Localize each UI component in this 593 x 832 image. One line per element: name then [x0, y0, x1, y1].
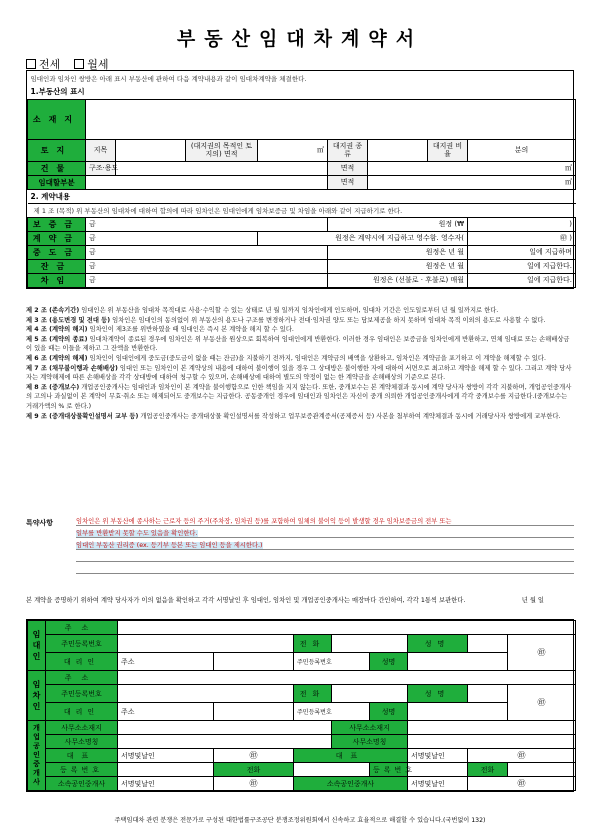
- payment-label-balance: 잔금: [28, 259, 86, 273]
- payment-field-deposit[interactable]: 금: [86, 217, 328, 231]
- payment-label-rent: 차임: [28, 273, 86, 287]
- payment-desc-balance: 원정은 년 월: [328, 259, 468, 273]
- landlord-side-label: 임대인: [28, 621, 46, 671]
- lease-area-field[interactable]: ㎡: [368, 175, 576, 189]
- broker-associate-label-2: 소속공인중개사: [294, 777, 408, 791]
- property-and-terms-table: [26, 70, 574, 289]
- contract-page: [26, 0, 574, 832]
- landlord-agent-address-field[interactable]: [214, 653, 294, 671]
- clause-9: 제 9 조 (중개대상물확인설명서 교부 등) 개업공인중개사는 중개대상물 확인설명서를 작성하고 업무보증관계증서(공제증서 등) 사본을 첨부하여 계약체결과 동시에 거래당사자 쌍방에게 교부한다.: [26, 412, 561, 420]
- structure-use-label: 구조·용도: [86, 161, 116, 175]
- land-area-label: (대지권의 목적인 토지의) 면적: [186, 139, 258, 161]
- payment-tail-downpayment: ㊞ ): [468, 231, 576, 245]
- clause-4: 제 4 조 (계약의 해지) 임차인이 제3조를 위반하였을 때 임대인은 즉시 본 계약을 해지 할 수 있다.: [26, 326, 294, 334]
- broker-office-name-label-2: 사무소명칭: [332, 735, 408, 749]
- clause-8: 제 8 조 (중개보수) 개업공인중개사는 임대인과 임차인이 본 계약을 불이행함으로 인한 책임을 지지 않는다. 또한, 중개보수는 본 계약체결과 동시에 계약 당사자 쌍방이 각각 지불하며, 개업공인중개사의 고의나 과실없이 본 계약이 무효·취소 또는 해제되어도 중개보수는 지급한다. 공동중개인 경우에 임대인과 임차인은 자신이 중개 의뢰한 개업공인중개사에게 각각 중개보수를 지급한다.(중개보수는 거래가액의 % 로 한다.): [26, 383, 572, 410]
- landlord-name-field[interactable]: [468, 635, 508, 653]
- broker-associate-seal-1: ㊞: [214, 777, 294, 791]
- landlord-phone-field[interactable]: [332, 635, 408, 653]
- tenant-agent-address[interactable]: 주소: [118, 703, 214, 721]
- broker-office-addr-field-1[interactable]: [118, 721, 332, 735]
- land-right-ratio-field[interactable]: 분의: [468, 139, 576, 161]
- clause-7: 제 7 조 (채무불이행과 손해배상) 임대인 또는 임차인이 본 계약상의 내용에 대하여 불이행이 있을 경우 그 상대방은 불이행한 자에 대하여 서면으로 최고하고 계약을 해제 할 수 있다. 그리고 계약 당사자는 계약해제에 따른 손해배상을 각각 상대방에 대하여 청구할 수 있으며, 손해배상에 대하여 별도의 약정이 없는 한 계약금을 손해배상의 기준으로 본다.: [26, 364, 572, 382]
- checkbox-jeonse[interactable]: [26, 59, 36, 69]
- payment-desc-downpayment: 원정은 계약시에 지급하고 영수함. 영수자(: [258, 231, 468, 245]
- broker-associate-seal-2: ㊞: [468, 777, 576, 791]
- broker-rep-label-2: 대표: [294, 749, 408, 763]
- broker-phone-label-1: 전화: [214, 763, 294, 777]
- payment-field-balance[interactable]: 금: [86, 259, 328, 273]
- landlord-address-field[interactable]: [118, 621, 576, 635]
- broker-office-addr-label-1: 사무소소재지: [46, 721, 118, 735]
- broker-reg-label-1: 등록번호: [46, 763, 118, 777]
- section1-heading: 1.부동산의 표시: [30, 87, 85, 97]
- tenant-agent-address-field[interactable]: [214, 703, 294, 721]
- option-wolse[interactable]: 월세: [74, 56, 108, 72]
- payment-desc-deposit: 원정 (₩: [328, 217, 468, 231]
- payment-tail-deposit: ): [468, 217, 576, 231]
- landlord-phone-label: 전화: [294, 635, 332, 653]
- landlord-id-label: 주민등록번호: [46, 635, 118, 653]
- broker-sign-label-2: 서명및날인: [408, 749, 468, 763]
- tenant-id-label: 주민등록번호: [46, 685, 118, 703]
- landlord-name-label: 성명: [408, 635, 468, 653]
- broker-office-name-field-1[interactable]: [118, 735, 332, 749]
- special-line-2[interactable]: 일부를 반환받지 못할 수도 있음을 확인한다.: [76, 526, 574, 538]
- broker-associate-label-1: 소속공인중개사: [46, 777, 118, 791]
- land-label: 토지: [28, 139, 86, 161]
- payment-field-rent[interactable]: 금: [86, 273, 328, 287]
- tenant-phone-field[interactable]: [332, 685, 408, 703]
- clause-5: 제 5 조 (계약의 종료) 임대차계약이 종료된 경우에 임차인은 위 부동산을 원상으로 회복하여 임대인에게 반환한다. 이러한 경우 임대인은 보증금을 임차인에게 반환하고, 연체 임대료 또는 손해배상금이 있을 때는 이들을 제하고 그 잔액을 반환한다.: [26, 335, 570, 353]
- payment-desc-interim: 원정은 년 월: [328, 245, 468, 259]
- section2-heading: 2. 계약내용: [28, 189, 576, 203]
- option-jeonse[interactable]: 전세: [26, 56, 60, 72]
- structure-use-field[interactable]: [116, 161, 328, 175]
- clause-3: 제 3 조 (용도변경 및 전대 등) 임차인은 임대인의 동의없이 위 부동산의 용도나 구조를 변경하거나 전대·임차권 양도 또는 담보제공을 하지 못하며 임대차 목적 이외의 용도로 사용할 수 없다.: [26, 316, 546, 324]
- broker-associate-sign-2: 서명및날인: [408, 777, 468, 791]
- broker-side-label: 개업공인중개사: [28, 721, 46, 791]
- landlord-agent-id-label: 주민등록번호: [294, 653, 370, 671]
- footer-note: 주택임대차 관련 분쟁은 전문가로 구성된 대한법률구조공단 분쟁조정위원회에서 신속하고 효율적으로 해결할 수 있습니다.(국번없이 132): [114, 817, 486, 824]
- building-area-field[interactable]: ㎡: [368, 161, 576, 175]
- payment-desc-rent: 원정은 (선불로 · 후불로) 매월: [328, 273, 468, 287]
- landlord-id-field[interactable]: [118, 635, 294, 653]
- tenant-seal: ㊞: [508, 685, 576, 721]
- broker-office-addr-label-2: 사무소소재지: [332, 721, 408, 735]
- tenant-address-field[interactable]: [118, 671, 576, 685]
- special-line-5[interactable]: [76, 562, 574, 574]
- payment-label-deposit: 보증금: [28, 217, 86, 231]
- payment-label-downpayment: 계약금: [28, 231, 86, 245]
- landlord-agent-name-field[interactable]: [408, 653, 508, 671]
- closing-statement: 본 계약을 증명하기 위하여 계약 당사자가 이의 없음을 확인하고 각각 서명날인 후 임대인, 임차인 및 개업공인중개사는 매장마다 간인하여, 각각 1통씩 보관한다. 년 월 일: [26, 597, 544, 604]
- land-right-type-label: 대지권 종류: [328, 139, 368, 161]
- tenant-address-label: 주소: [46, 671, 118, 685]
- land-category-label: 지목: [86, 139, 116, 161]
- landlord-agent-label: 대리인: [46, 653, 118, 671]
- tenant-agent-name-field[interactable]: [408, 703, 508, 721]
- special-terms-label: 특약사항: [26, 519, 54, 527]
- building-area-label: 면적: [328, 161, 368, 175]
- payment-tail-rent: 일에 지급한다.: [468, 273, 576, 287]
- tenant-id-field[interactable]: [118, 685, 294, 703]
- payment-field-downpayment[interactable]: 금: [86, 231, 258, 245]
- broker-associate-sign-1: 서명및날인: [118, 777, 214, 791]
- clause-2: 제 2 조 (존속기간) 임대인은 위 부동산을 임대차 목적대로 사용·수익할 수 있는 상태로 년 월 일까지 임차인에게 인도하며, 임대차 기간은 인도일로부터 년 월 일까지로 한다.: [26, 307, 499, 314]
- broker-reg-field-2[interactable]: [408, 763, 468, 777]
- parties-table: [26, 619, 574, 792]
- landlord-address-label: 주소: [46, 621, 118, 635]
- lease-part-label: 임대할부분: [28, 175, 86, 189]
- broker-seal-2: ㊞: [468, 749, 576, 763]
- document-title: 부동산임대차계약서: [176, 28, 424, 50]
- tenant-name-field[interactable]: [468, 685, 508, 703]
- broker-reg-field-1[interactable]: [118, 763, 214, 777]
- tenant-name-label: 성명: [408, 685, 468, 703]
- lease-part-field[interactable]: [86, 175, 328, 189]
- land-category-field[interactable]: [116, 139, 186, 161]
- lease-area-label: 면적: [328, 175, 368, 189]
- building-label: 건물: [28, 161, 86, 175]
- contract-date[interactable]: 년 월 일: [521, 597, 544, 604]
- tenant-agent-id-label: 주민등록번호: [294, 703, 370, 721]
- special-line-1[interactable]: 임차인은 위 부동산에 종사하는 근로자 등의 주거(주차장, 임차권 등)를 포함하여 일체의 불이익 등이 발생할 경우 임차보증금의 전부 또는: [76, 514, 574, 526]
- clause-6: 제 6 조 (계약의 해제) 임차인이 임대인에게 중도금(중도금이 없을 때는 잔금)을 지불하기 전까지, 임대인은 계약금의 배액을 상환하고, 임차인은 계약금을 포기하고 이 계약을 해제할 수 있다.: [26, 354, 546, 362]
- broker-sign-label-1: 서명및날인: [118, 749, 214, 763]
- tenant-agent-label: 대리인: [46, 703, 118, 721]
- tenant-phone-label: 전화: [294, 685, 332, 703]
- location-label: 소재지: [28, 99, 86, 139]
- broker-office-name-field-2[interactable]: [408, 735, 576, 749]
- special-line-4[interactable]: [76, 550, 574, 562]
- broker-phone-label-2: 전화: [468, 763, 508, 777]
- land-right-ratio-label: 대지권 비율: [428, 139, 468, 161]
- article1-text: 제 1 조 (목적) 위 부동산의 임대차에 대하여 합의에 따라 임차인은 임대인에게 임차보증금 및 차임을 아래와 같이 지급하기로 한다.: [33, 206, 403, 215]
- broker-rep-label-1: 대표: [46, 749, 118, 763]
- tenant-side-label: 임차인: [28, 671, 46, 721]
- checkbox-wolse[interactable]: [74, 59, 84, 69]
- broker-office-name-label-1: 사무소명칭: [46, 735, 118, 749]
- payment-tail-balance: 일에 지급한다.: [468, 259, 576, 273]
- broker-phone-field-2[interactable]: [508, 763, 576, 777]
- broker-reg-label-2: 등록번호: [370, 763, 408, 777]
- special-line-3[interactable]: 임대인 부동산 권리증 (ex. 등기부 등본 또는 임대인 등을 제시한다.): [76, 538, 574, 550]
- intro-text: 임대인과 임차인 쌍방은 아래 표시 부동산에 관하여 다음 계약내용과 같이 임대차계약을 체결한다.: [30, 74, 307, 83]
- broker-seal-1: ㊞: [214, 749, 294, 763]
- broker-office-addr-field-2[interactable]: [408, 721, 576, 735]
- broker-phone-field-1[interactable]: [294, 763, 370, 777]
- payment-label-interim: 중도금: [28, 245, 86, 259]
- tenant-agent-name-label: 성명: [370, 703, 408, 721]
- contract-clauses: [26, 306, 574, 421]
- land-right-type-field[interactable]: [368, 139, 428, 161]
- payment-tail-interim: 일에 지급하며: [468, 245, 576, 259]
- landlord-agent-address[interactable]: 주소: [118, 653, 214, 671]
- location-field[interactable]: [86, 99, 576, 139]
- landlord-agent-name-label: 성명: [370, 653, 408, 671]
- landlord-seal: ㊞: [508, 635, 576, 671]
- land-area-field[interactable]: ㎡: [258, 139, 328, 161]
- payment-field-interim[interactable]: 금: [86, 245, 328, 259]
